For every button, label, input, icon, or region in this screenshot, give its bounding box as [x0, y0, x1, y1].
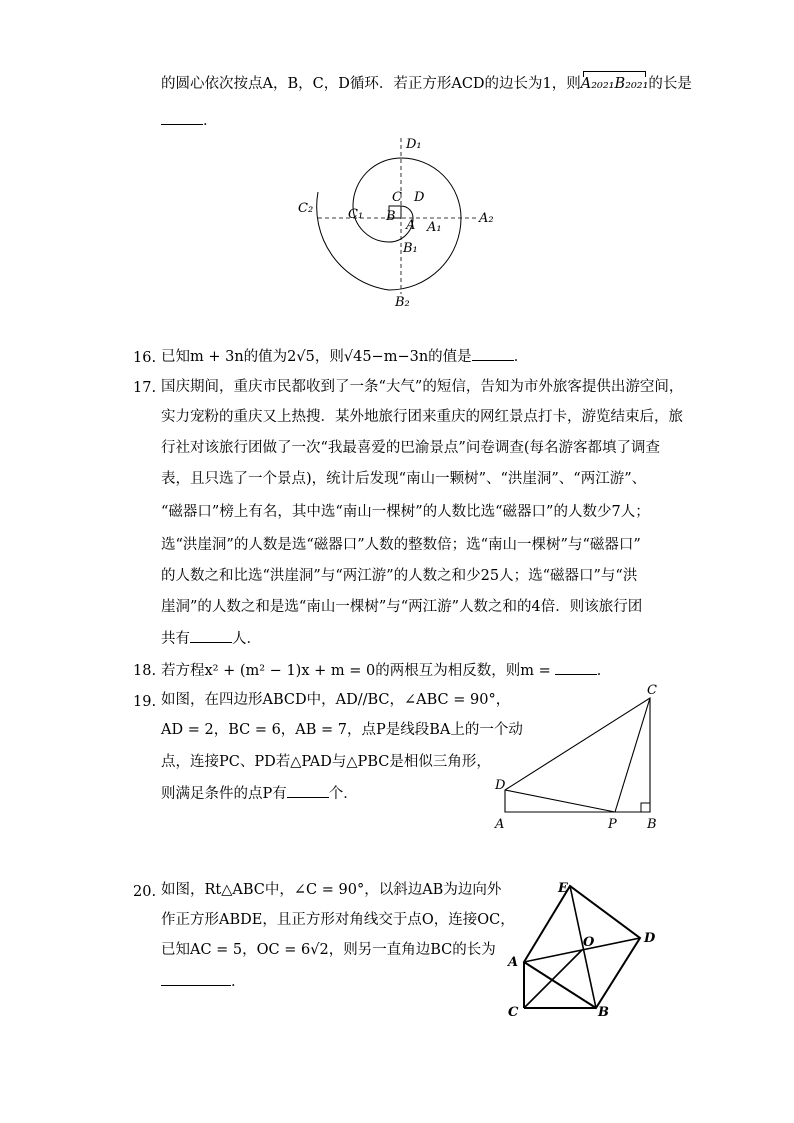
- q15-label-B1: B₁: [403, 241, 418, 256]
- q17-line-5: “磁器口”榜上有名，其中选“南山一棵树”的人数比选“磁器口”的人数少7人；: [161, 504, 650, 520]
- q19-number: 19.: [133, 694, 157, 710]
- q15-label-A2: A₂: [479, 211, 494, 226]
- q17-last-start: 共有: [161, 631, 190, 647]
- q20-square-figure: [498, 870, 668, 1030]
- q20-line-1: 如图，Rt△ABC中，∠C = 90°，以斜边AB为边向外: [161, 882, 502, 898]
- q19-segment-PD: [505, 790, 615, 812]
- q15-label-C: C: [392, 190, 402, 205]
- q19-line-1: 如图，在四边形ABCD中，AD//BC，∠ABC = 90°，: [161, 692, 511, 708]
- q15-arc-1: [401, 206, 413, 218]
- q20-last-line: [161, 971, 246, 992]
- q17-line-3: 行社对该旅行团做了一次“我最喜爱的巴渝景点”问卷调查(每名游客都填了调查: [161, 440, 660, 456]
- q20-label-C: C: [508, 1005, 519, 1020]
- q20-answer-blank[interactable]: [161, 971, 231, 986]
- q20-line-2: 作正方形ABDE，且正方形对角线交于点O，连接OC，: [161, 912, 515, 928]
- q17-number: 17.: [133, 380, 157, 396]
- q15-line1-text: 的圆心依次按点A，B，C，D循环．若正方形ACD的边长为1，则: [161, 76, 581, 92]
- q19-label-C: C: [647, 683, 657, 698]
- q15-arc-notation: A₂₀₂₁B₂₀₂₁: [581, 72, 649, 94]
- q15-line1: [161, 72, 692, 94]
- q20-last-end: ．: [231, 974, 246, 990]
- q20-label-A: A: [508, 955, 519, 970]
- q15-label-A: A: [406, 218, 416, 233]
- q20-number: 20.: [133, 884, 157, 900]
- q19-right-angle-mark: [641, 803, 650, 812]
- q20-label-D: D: [644, 931, 656, 946]
- q19-last-line: [161, 783, 358, 804]
- q17-last-line: [161, 628, 261, 649]
- q18-text: [161, 660, 611, 681]
- q17-line-7: 的人数之和比选“洪崖洞”与“两江游”的人数之和少25人；选“磁器口”与“洪: [161, 568, 638, 584]
- q16-answer-blank[interactable]: [472, 346, 514, 361]
- q15-label-D: D: [414, 190, 425, 205]
- q19-label-B: B: [647, 817, 657, 832]
- q15-label-B: B: [386, 209, 396, 224]
- q15-label-B2: B₂: [395, 295, 410, 310]
- q19-last-start: 则满足条件的点P有: [161, 786, 287, 802]
- q15-label-C1: C₁: [348, 207, 364, 222]
- q18-answer-blank[interactable]: [555, 660, 597, 675]
- q20-label-E: E: [558, 881, 568, 896]
- q19-line-3: 点，连接PC、PD若△PAD与△PBC是相似三角形，: [161, 754, 491, 770]
- q19-segment-PC: [615, 698, 650, 812]
- q20-line-3: 已知AC = 5，OC = 6√2，则另一直角边BC的长为: [161, 942, 496, 958]
- q16-number: 16.: [133, 350, 157, 366]
- q19-label-D: D: [495, 778, 506, 793]
- q20-segment-OC: [524, 950, 582, 1008]
- q17-line-6: 选“洪崖洞”的人数是选“磁器口”人数的整数倍；选“南山一棵树”与“磁器口”: [161, 537, 641, 553]
- q16-text: [161, 346, 528, 367]
- q16-body: 已知m + 3n的值为2√5，则√45−m−3n的值是: [161, 349, 472, 365]
- q18-body: 若方程x² + (m² − 1)x + m = 0的两根互为相反数，则m =: [161, 663, 551, 679]
- q18-number: 18.: [133, 663, 157, 679]
- q15-answer-blank[interactable]: [161, 110, 203, 125]
- q20-label-B: B: [598, 1005, 609, 1020]
- q19-answer-blank[interactable]: [287, 783, 329, 798]
- q19-last-end: 个．: [328, 786, 358, 802]
- q18-end: ．: [596, 663, 612, 679]
- q15-line1-end: 的长是: [648, 76, 692, 92]
- q17-line-4: 表，且只选了一个景点)，统计后发现“南山一颗树”、“洪崖洞”、“两江游”、: [161, 471, 647, 487]
- q15-arc-5: [401, 158, 461, 218]
- q15-label-A1: A₁: [427, 220, 442, 235]
- q17-last-end: 人．: [232, 631, 261, 647]
- q19-label-A: A: [495, 817, 505, 832]
- q17-line-2: 实力宠粉的重庆又上热搜．某外地旅行团来重庆的网红景点打卡，游览结束后，旅: [161, 409, 683, 425]
- q15-label-D1: D₁: [406, 137, 422, 152]
- q17-line-8: 崖洞”的人数之和是选“南山一棵树”与“两江游”人数之和的4倍．则该旅行团: [161, 599, 643, 615]
- q17-line-1: 国庆期间，重庆市民都收到了一条“大气”的短信，告知为市外旅客提供出游空间，: [161, 379, 684, 395]
- q20-segment-AB: [524, 962, 596, 1008]
- q19-line-2: AD = 2，BC = 6，AB = 7，点P是线段BA上的一个动: [161, 722, 523, 738]
- q15-line2-end: ．: [203, 113, 218, 129]
- q15-spiral-figure: [290, 128, 510, 314]
- q16-end: ．: [513, 349, 529, 365]
- q17-answer-blank[interactable]: [190, 628, 232, 643]
- q15-arc-6: [389, 218, 461, 290]
- q15-label-C2: C₂: [298, 201, 314, 216]
- q19-label-P: P: [608, 817, 617, 832]
- q20-label-O: O: [583, 935, 595, 950]
- q19-quadrilateral-figure: [490, 680, 670, 835]
- q15-line2: [161, 110, 218, 131]
